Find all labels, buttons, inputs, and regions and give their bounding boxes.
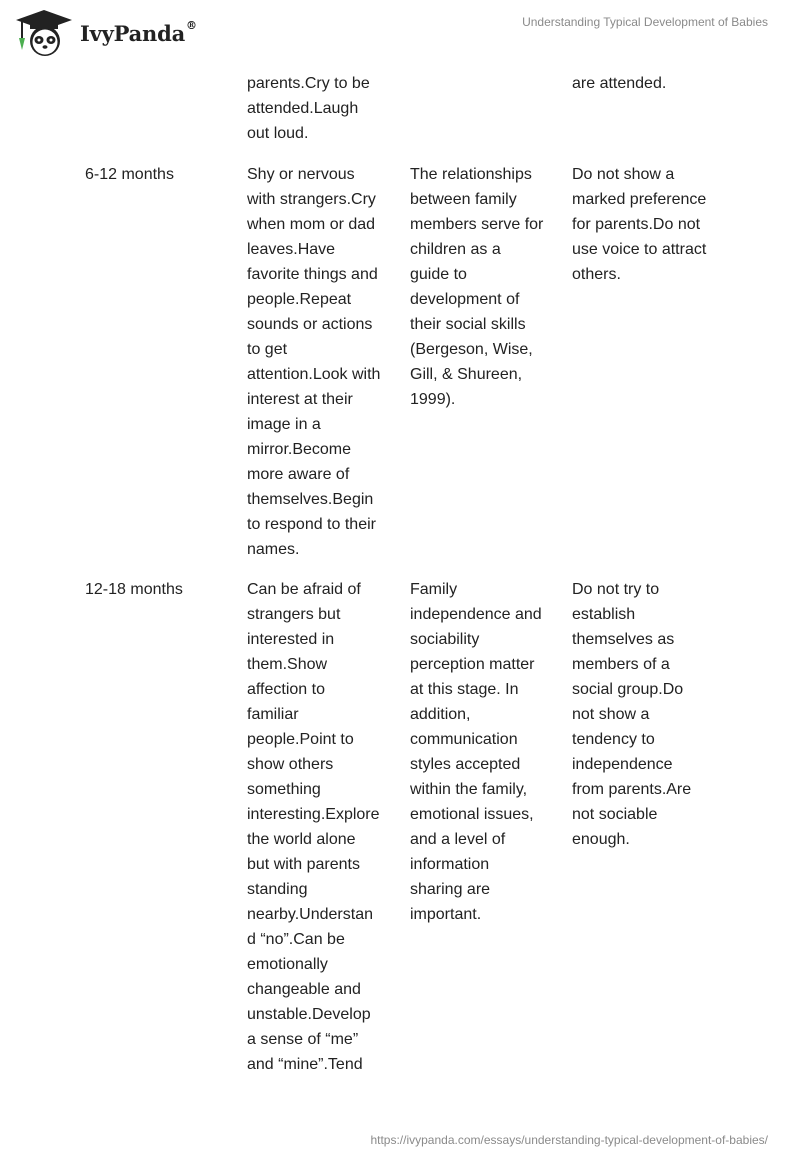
table-cell-age: 6-12 months [85,166,174,183]
table-cell-concerns: Do not show a marked preference for parents.Do not use voice to attract others. [572,166,707,283]
ivypanda-logo[interactable] [14,8,197,58]
document-title: Understanding Typical Development of Babies [522,15,768,29]
table-cell-family-role: Family independence and sociability perception matter at this stage. In addition, communication styles accepted within the family, emotional issues, and a level of information sharing are important. [410,581,542,923]
table-cell-age: 12-18 months [85,581,183,598]
table-cell-behaviors: Can be afraid of strangers but interested in them.Show affection to familiar people.Point to show others something interesting.Explore the world alone but with parents standing nearby.Understan d “no”.Can be emotionally changeable and unstable.Develop a sense of “me” and “mine”.Tend [247,581,380,1073]
page-header [0,0,800,64]
panda-graduate-icon [14,8,74,58]
table-cell-concerns: are attended. [572,75,667,92]
brand-name [80,18,197,46]
source-url-link[interactable]: https://ivypanda.com/essays/understanding-typical-development-of-babies/ [370,1133,768,1147]
table-cell-concerns: Do not try to establish themselves as members of a social group.Do not show a tendency to independence from parents.Are not sociable enough. [572,581,692,848]
table-cell-family-role: The relationships between family members serve for children as a guide to development of their social skills (Bergeson, Wise, Gill, & Shureen, 1999). [410,166,544,408]
brand-name-text: IvyPanda [80,20,186,46]
registered-mark: ® [186,18,197,32]
table-cell-behaviors: Shy or nervous with strangers.Cry when mom or dad leaves.Have favorite things and people.Repeat sounds or actions to get attention.Look with interest at their image in a mirror.Become more aware of themselves.Begin to respond to their names. [247,166,381,558]
table-cell-behaviors: parents.Cry to be attended.Laugh out loud. [247,75,370,142]
